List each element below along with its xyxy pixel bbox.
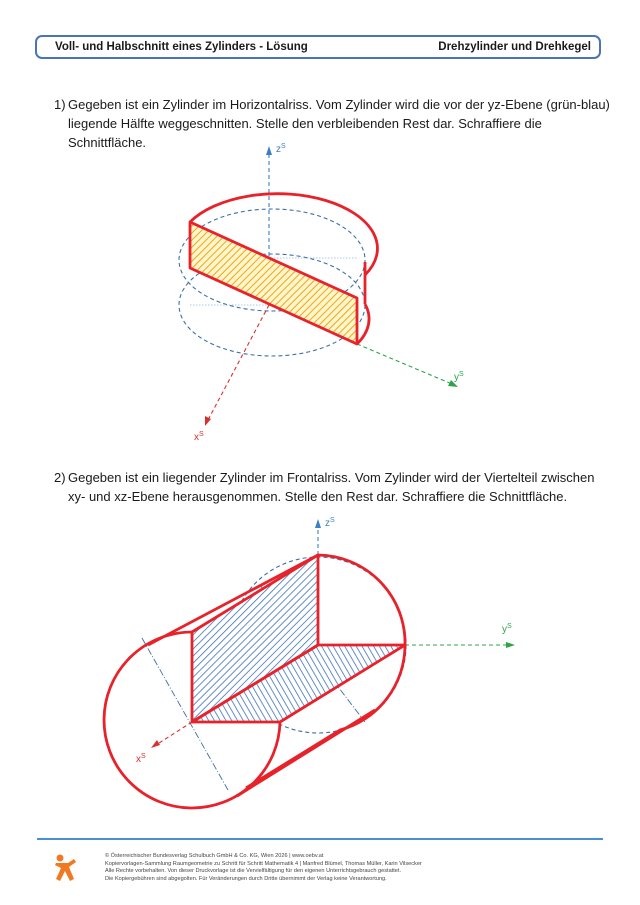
fig2-z-arrow [315, 519, 321, 528]
page-title: Voll- und Halbschnitt eines Zylinders - Lösung [55, 41, 308, 53]
fig1-section-face [190, 222, 357, 344]
task-1-number: 1) [54, 97, 66, 112]
fig1-x-axis [208, 305, 269, 420]
figure-1 [179, 143, 464, 443]
fig2-back-arc [318, 555, 405, 645]
fig2-x-arrow [151, 740, 160, 748]
figure-2 [104, 517, 515, 808]
fig2-y-arrow [506, 642, 515, 648]
fig2-z-label: $z^S$ [325, 517, 335, 529]
fig1-y-label: $y^S$ [454, 371, 464, 383]
fig1-y-axis [357, 344, 452, 384]
task-2-number: 2) [54, 470, 66, 485]
footer-disclaimer: Die Kopiergebühren sind abgegolten. Für Veränderungen durch Dritte übernimmt der Verlag keine Verantwortung. [105, 875, 387, 882]
fig1-outline-bottom-arc [357, 304, 369, 344]
fig1-x-label: $x^S$ [194, 431, 204, 443]
footer-rights: Alle Rechte vorbehalten. Von dieser Druckvorlage ist die Vervielfältigung für den eigenen Unterrichtsgebrauch gestattet. [105, 868, 402, 875]
publisher-logo [52, 853, 78, 883]
footer-copyright: © Österreichischer Bundesverlag Schulbuch GmbH & Co. KG, Wien 2026 | www.oebv.at [105, 853, 324, 859]
fig1-x-arrow [205, 416, 211, 426]
footer-series: Kopiervorlagen-Sammlung Raumgeometrie zu Schritt für Schritt Mathematik 4 | Manfred Blümel, Thomas Müller, Karin Vilsecker [105, 860, 422, 867]
topic-title: Drehzylinder und Drehkegel [438, 41, 591, 53]
fig2-x-axis [156, 722, 192, 745]
task-2-text: Gegeben ist ein liegender Zylinder im Frontalriss. Vom Zylinder wird der Viertelteil zwischen xy- und xz-Ebene herausgenommen. Stelle den Rest dar. Schraffiere die Schnittfläche. [68, 470, 595, 504]
task-1-text: Gegeben ist ein Zylinder im Horizontalriss. Vom Zylinder wird die vor der yz-Ebene (grün-blau) liegende Hälfte weggeschnitten. Stelle den verbleibenden Rest dar. Schraffiere die Schnittfläche. [68, 97, 610, 150]
fig1-z-label: $z^S$ [276, 143, 286, 155]
fig1-z-arrow [266, 146, 272, 155]
fig2-y-label: $y^S$ [502, 623, 512, 635]
footer-text [105, 853, 575, 883]
fig2-x-label: $x^S$ [136, 753, 146, 765]
footer-divider [37, 838, 603, 840]
